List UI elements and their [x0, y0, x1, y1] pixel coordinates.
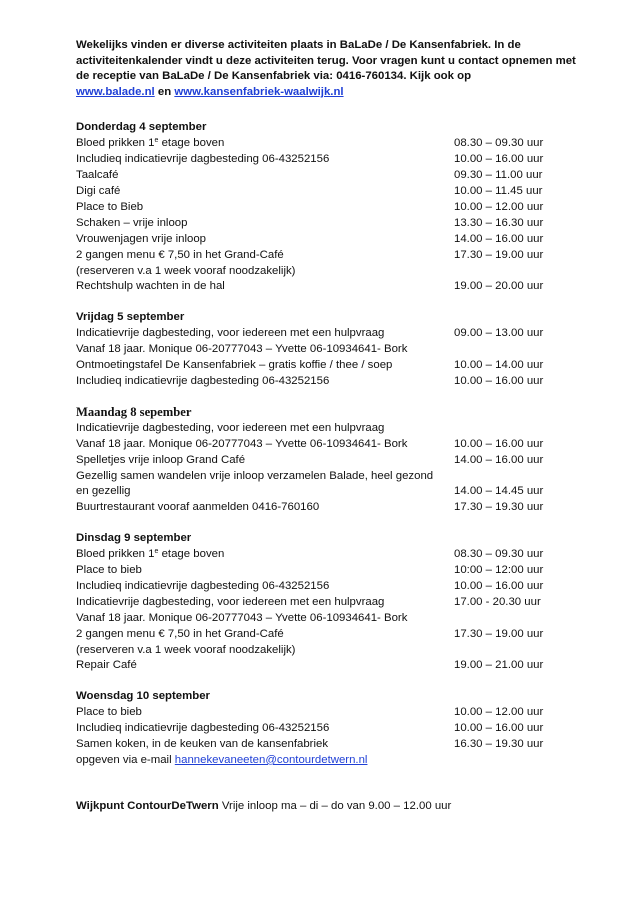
footer-title: Wijkpunt ContourDeTwern [76, 799, 219, 812]
intro-paragraph [76, 38, 576, 100]
activity-text: Place to bieb [76, 564, 142, 577]
activity-description [76, 484, 130, 500]
activity-row [76, 563, 576, 579]
activity-description [76, 136, 224, 152]
activity-time: 14.00 – 16.00 uur [454, 232, 544, 245]
activity-description [76, 421, 384, 437]
activity-row [76, 279, 576, 295]
activity-time: 13.30 – 16.30 uur [454, 216, 544, 229]
activity-time: 14.00 – 16.00 uur [454, 453, 544, 466]
email-link[interactable]: hannekevaneeten@contourdetwern.nl [174, 754, 368, 766]
activity-text-continued: etage boven [158, 137, 225, 150]
activity-time: 10.00 – 16.00 uur [454, 722, 544, 735]
activity-time: 16.30 – 19.30 uur [454, 738, 544, 751]
activity-time: 10.00 – 11.45 uur [454, 185, 543, 197]
activity-description [76, 248, 284, 264]
activity-description [76, 437, 407, 453]
activity-time: 10.00 – 12.00 uur [454, 706, 544, 719]
day-heading: Dinsdag 9 september [76, 532, 192, 545]
activity-row [76, 374, 576, 390]
activity-text: Vanaf 18 jaar. Monique 06-20777043 – Yvette 06-10934641- Bork [76, 611, 408, 624]
activity-time [454, 753, 576, 769]
activity-row [76, 500, 576, 516]
activity-time: 17.30 – 19.30 uur [454, 501, 544, 514]
activity-time: 10.00 – 16.00 uur [454, 437, 544, 450]
activity-text: Includieq indicatievrije dagbesteding 06-43252156 [76, 579, 330, 592]
activity-row [76, 611, 576, 627]
ordinal-superscript: e [154, 548, 159, 556]
activity-time: 10.00 – 16.00 uur [454, 374, 544, 387]
activity-time [454, 264, 576, 280]
activity-text: Vanaf 18 jaar. Monique 06-20777043 – Yvette 06-10934641- Bork [76, 343, 408, 356]
activity-text: Repair Café [76, 659, 137, 672]
activity-text: en gezellig [76, 485, 131, 498]
activity-text: (reserveren v.a 1 week vooraf noodzakelijk) [76, 264, 296, 277]
activity-text: Place to Bieb [76, 200, 144, 213]
activity-text: Indicatievrije dagbesteding, voor iedereen met een hulpvraag [76, 595, 385, 608]
day-section [76, 405, 576, 516]
activity-description [76, 168, 118, 184]
activity-time: 14.00 – 14.45 uur [454, 485, 544, 498]
day-section [76, 120, 576, 295]
activity-description [76, 184, 120, 200]
activity-text: Ontmoetingstafel De Kansenfabriek – gratis koffie / thee / soep [76, 359, 393, 372]
activity-description [76, 469, 433, 485]
activity-row [76, 216, 576, 232]
activity-description [76, 658, 137, 674]
activity-row [76, 753, 576, 769]
activity-row [76, 721, 576, 737]
activity-text: Digi café [76, 185, 121, 197]
activity-text: Spelletjes vrije inloop Grand Café [76, 453, 246, 466]
activity-time [454, 342, 576, 358]
activity-text: Bloed prikken 1 [76, 548, 155, 561]
activity-description [76, 152, 329, 168]
activity-text: Rechtshulp wachten in de hal [76, 280, 225, 293]
activity-row [76, 152, 576, 168]
activity-description [76, 753, 367, 769]
activity-row [76, 421, 576, 437]
activity-description [76, 279, 225, 295]
activity-row [76, 737, 576, 753]
activity-text: Place to bieb [76, 706, 142, 719]
activity-text: Includieq indicatievrije dagbesteding 06-43252156 [76, 374, 330, 387]
activity-text: 2 gangen menu € 7,50 in het Grand-Café [76, 248, 284, 261]
activity-text: Vrouwenjagen vrije inloop [76, 232, 207, 245]
activity-row [76, 595, 576, 611]
activity-row [76, 658, 576, 674]
activity-row [76, 342, 576, 358]
activity-text: Includieq indicatievrije dagbesteding 06-43252156 [76, 722, 330, 735]
activity-description [76, 500, 319, 516]
balade-link[interactable]: www.balade.nl [76, 85, 155, 98]
activity-time [454, 469, 576, 485]
day-heading: Maandag 8 sepember [76, 404, 192, 419]
activity-row [76, 627, 576, 643]
activity-time [454, 611, 576, 627]
activity-time: 10.00 – 12.00 uur [454, 200, 544, 213]
ordinal-superscript: e [154, 137, 159, 145]
activity-row [76, 232, 576, 248]
activity-text: Buurtrestaurant vooraf aanmelden 0416-760160 [76, 501, 320, 514]
activity-text: opgeven via e-mail [76, 754, 175, 766]
activity-row [76, 168, 576, 184]
day-heading: Woensdag 10 september [76, 690, 210, 703]
activity-row [76, 579, 576, 595]
activity-text: 2 gangen menu € 7,50 in het Grand-Café [76, 627, 284, 640]
footer-text: Vrije inloop ma – di – do van 9.00 – 12.00 uur [218, 799, 452, 812]
activity-time: 17.30 – 19.00 uur [454, 627, 544, 640]
activity-description [76, 342, 407, 358]
footer-line [76, 799, 576, 815]
activity-text: Schaken – vrije inloop [76, 216, 188, 229]
activity-time: 10.00 – 16.00 uur [454, 579, 544, 592]
activity-description [76, 563, 142, 579]
activity-row [76, 643, 576, 659]
activity-text: Samen koken, in de keuken van de kansenfabriek [76, 738, 329, 751]
activity-row [76, 484, 576, 500]
activity-time: 08.30 – 09.30 uur [454, 548, 544, 561]
activity-row [76, 184, 576, 200]
activity-time [454, 421, 576, 437]
activity-description [76, 232, 206, 248]
activity-row [76, 453, 576, 469]
activity-row [76, 248, 576, 264]
activity-time: 17.00 - 20.30 uur [454, 595, 541, 608]
intro-connector: en [157, 85, 172, 98]
activity-text: Indicatievrije dagbesteding, voor iedereen met een hulpvraag [76, 421, 385, 434]
activity-row [76, 437, 576, 453]
day-heading: Donderdag 4 september [76, 121, 207, 134]
activity-text: Includieq indicatievrije dagbesteding 06-43252156 [76, 153, 330, 166]
activity-description [76, 737, 328, 753]
activity-text: Gezellig samen wandelen vrije inloop verzamelen Balade, heel gezond [76, 469, 434, 482]
activity-description [76, 326, 384, 342]
day-section [76, 310, 576, 390]
activity-description [76, 200, 143, 216]
activity-time [454, 643, 576, 659]
activity-text-continued: etage boven [158, 548, 225, 561]
activity-time: 08.30 – 09.30 uur [454, 137, 544, 150]
activity-row [76, 705, 576, 721]
day-heading: Vrijdag 5 september [76, 311, 185, 324]
activity-row [76, 469, 576, 485]
document-page [76, 38, 576, 815]
activity-row [76, 264, 576, 280]
activity-text: Taalcafé [76, 169, 119, 182]
activity-description [76, 627, 284, 643]
activity-description [76, 705, 142, 721]
activity-description [76, 374, 329, 390]
intro-text: Wekelijks vinden er diverse activiteiten plaats in BaLaDe / De Kansenfabriek. In de activiteitenkalender vindt u deze activiteiten terug. Voor vragen kunt u contact opnemen met de receptie van BaLaDe / De Kansenfabriek via: 0416-760134. Kijk ook op [76, 39, 576, 83]
activity-description [76, 721, 329, 737]
kansenfabriek-link[interactable]: www.kansenfabriek-waalwijk.nl [174, 85, 344, 98]
activity-description [76, 547, 224, 563]
activity-description [76, 611, 407, 627]
activity-text: (reserveren v.a 1 week vooraf noodzakelijk) [76, 643, 296, 656]
activity-description [76, 579, 329, 595]
activity-description [76, 595, 384, 611]
day-section [76, 531, 576, 674]
activity-time: 19.00 – 20.00 uur [454, 280, 544, 293]
activity-description [76, 358, 392, 374]
activity-row [76, 547, 576, 563]
activity-row [76, 358, 576, 374]
activity-description [76, 453, 245, 469]
activity-schedule [76, 120, 576, 769]
activity-row [76, 326, 576, 342]
activity-time: 19.00 – 21.00 uur [454, 659, 544, 672]
activity-time: 09.30 – 11.00 uur [454, 169, 543, 182]
activity-row [76, 200, 576, 216]
activity-text: Vanaf 18 jaar. Monique 06-20777043 – Yvette 06-10934641- Bork [76, 437, 408, 450]
activity-text: Bloed prikken 1 [76, 137, 155, 150]
activity-description [76, 643, 295, 659]
activity-description [76, 216, 187, 232]
activity-time: 10:00 – 12:00 uur [454, 564, 544, 577]
activity-time: 17.30 – 19.00 uur [454, 248, 544, 261]
activity-text: Indicatievrije dagbesteding, voor iedereen met een hulpvraag [76, 327, 385, 340]
activity-time: 09.00 – 13.00 uur [454, 327, 544, 340]
activity-row [76, 136, 576, 152]
day-section [76, 689, 576, 769]
activity-description [76, 264, 295, 280]
activity-time: 10.00 – 16.00 uur [454, 153, 544, 166]
activity-time: 10.00 – 14.00 uur [454, 359, 544, 372]
